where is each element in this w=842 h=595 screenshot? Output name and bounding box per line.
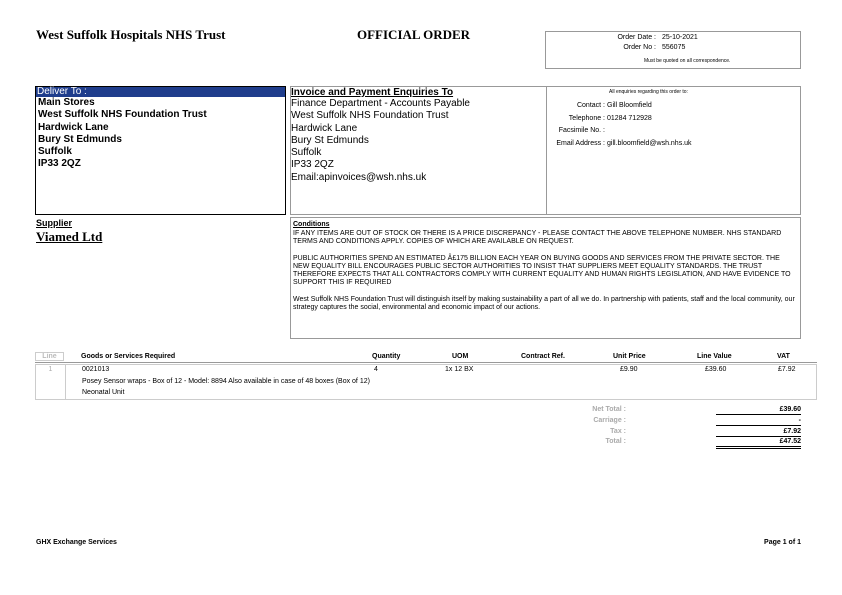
col-goods: Goods or Services Required — [81, 353, 176, 360]
email-value: gill.bloomfield@wsh.nhs.uk — [607, 139, 692, 147]
email-label: Email Address : — [556, 139, 605, 147]
telephone-label: Telephone : — [568, 114, 605, 122]
order-note: Must be quoted on all correspondence. — [644, 58, 731, 64]
row-line-value: £39.60 — [705, 366, 727, 373]
conditions-para-1: IF ANY ITEMS ARE OUT OF STOCK OR THERE IS A PRICE DISCREPANCY - PLEASE CONTACT THE ABOVE TELEPHONE NUMBER. NHS STANDARD TERMS AND CONDITIONS APPLY. COPIES OF WHICH ARE AVAILABLE ON REQUEST. — [293, 230, 782, 246]
row-quantity: 4 — [374, 366, 378, 373]
order-date: 25-10-2021 — [662, 34, 698, 41]
supplier-name: Viamed Ltd — [36, 229, 103, 244]
order-number: 556075 — [662, 44, 686, 51]
deliver-line: Hardwick Lane — [38, 121, 109, 133]
invoice-line: Hardwick Lane — [291, 122, 358, 134]
order-info-box — [545, 31, 801, 69]
fax-label: Facsimile No. : — [558, 127, 605, 134]
row-department: Neonatal Unit — [82, 389, 125, 396]
order-no-label: Order No : — [623, 44, 656, 51]
invoice-title: Invoice and Payment Enquiries To — [291, 87, 454, 98]
col-uom: UOM — [452, 353, 469, 360]
deliver-line: IP33 2QZ — [38, 158, 81, 170]
col-unit-price: Unit Price — [613, 353, 646, 360]
invoice-line: West Suffolk NHS Foundation Trust — [291, 110, 449, 122]
row-code: 0021013 — [82, 366, 110, 373]
col-line: Line — [35, 352, 64, 361]
invoice-box — [290, 86, 546, 215]
invoice-email: Email:apinvoices@wsh.nhs.uk — [291, 171, 427, 183]
deliver-to-title: Deliver To : — [36, 87, 285, 97]
deliver-line: Bury St Edmunds — [38, 133, 122, 145]
invoice-line: Finance Department - Accounts Payable — [291, 98, 470, 109]
row-divider — [65, 365, 66, 399]
contact-label: Contact : — [576, 102, 605, 109]
page-number: Page 1 of 1 — [764, 539, 801, 546]
row-line-number: 1 — [48, 366, 53, 373]
deliver-to-box — [35, 86, 286, 215]
row-description: Posey Sensor wraps - Box of 12 - Model: 8894 Also available in case of 48 boxes (Box of 12) — [82, 378, 370, 385]
carriage-value: - — [716, 416, 801, 426]
invoice-line: Bury St Edmunds — [291, 134, 369, 146]
supplier-label: Supplier — [36, 218, 73, 228]
conditions-para-3: West Suffolk NHS Foundation Trust will distinguish itself by making sustainability a part of all we do. In partnership with patients, staff and the local community, our strategy captures the social, environmental and economic impact of our actions. — [293, 295, 795, 312]
conditions-title: Conditions — [293, 221, 330, 228]
row-unit-price: £9.90 — [620, 366, 638, 373]
invoice-line: IP33 2QZ — [291, 159, 334, 171]
conditions-para-2: PUBLIC AUTHORITIES SPEND AN ESTIMATED Â£175 BILLION EACH YEAR ON BUYING GOODS AND SERVICES FROM THE PRIVATE SECTOR. THE NEW EQUALITY BILL ENCOURAGES PUBLIC SECTOR AUTHORITIES TO INSIST THAT SUPPLIERS MEET EQUALITY STANDARDS. THE TRUST THEREFORE EXPECTS THAT ALL CONTRACTORS COMPLY WITH CURRENT EQUALITY AND HUMAN RIGHTS LEGISLATION, AND HAVE EVIDENCE TO SUPPORT THIS IF REQUIRED — [293, 254, 791, 287]
contact-name: Gill Bloomfield — [607, 102, 652, 109]
col-vat: VAT — [777, 353, 790, 360]
deliver-line: Suffolk — [38, 146, 72, 158]
col-line-value: Line Value — [697, 353, 732, 360]
net-total-value: £39.60 — [716, 405, 801, 415]
telephone-value: 01284 712928 — [607, 114, 652, 122]
table-divider — [35, 362, 817, 363]
net-total-label: Net Total : — [592, 406, 626, 413]
invoice-line: Suffolk — [291, 147, 322, 159]
trust-name: West Suffolk Hospitals NHS Trust — [36, 27, 226, 42]
row-uom: 1x 12 BX — [445, 366, 474, 373]
table-header — [35, 352, 817, 361]
tax-label: Tax : — [610, 428, 626, 435]
footer-source: GHX Exchange Services — [36, 539, 117, 546]
deliver-line: West Suffolk NHS Foundation Trust — [38, 109, 207, 121]
carriage-label: Carriage : — [593, 417, 626, 424]
grand-total-value: £47.52 — [716, 437, 801, 449]
row-vat: £7.92 — [778, 366, 796, 373]
col-contract-ref: Contract Ref. — [521, 353, 565, 360]
enquiries-box — [546, 86, 801, 215]
conditions-box — [290, 217, 801, 339]
order-date-label: Order Date : — [617, 34, 656, 41]
grand-total-label: Total : — [605, 438, 626, 445]
col-quantity: Quantity — [372, 353, 401, 360]
table-row — [35, 364, 817, 400]
tax-value: £7.92 — [716, 427, 801, 437]
enquiries-heading: All enquiries regarding this order to: — [609, 89, 688, 95]
document-title: OFFICIAL ORDER — [357, 27, 471, 42]
deliver-line: Main Stores — [38, 97, 95, 108]
